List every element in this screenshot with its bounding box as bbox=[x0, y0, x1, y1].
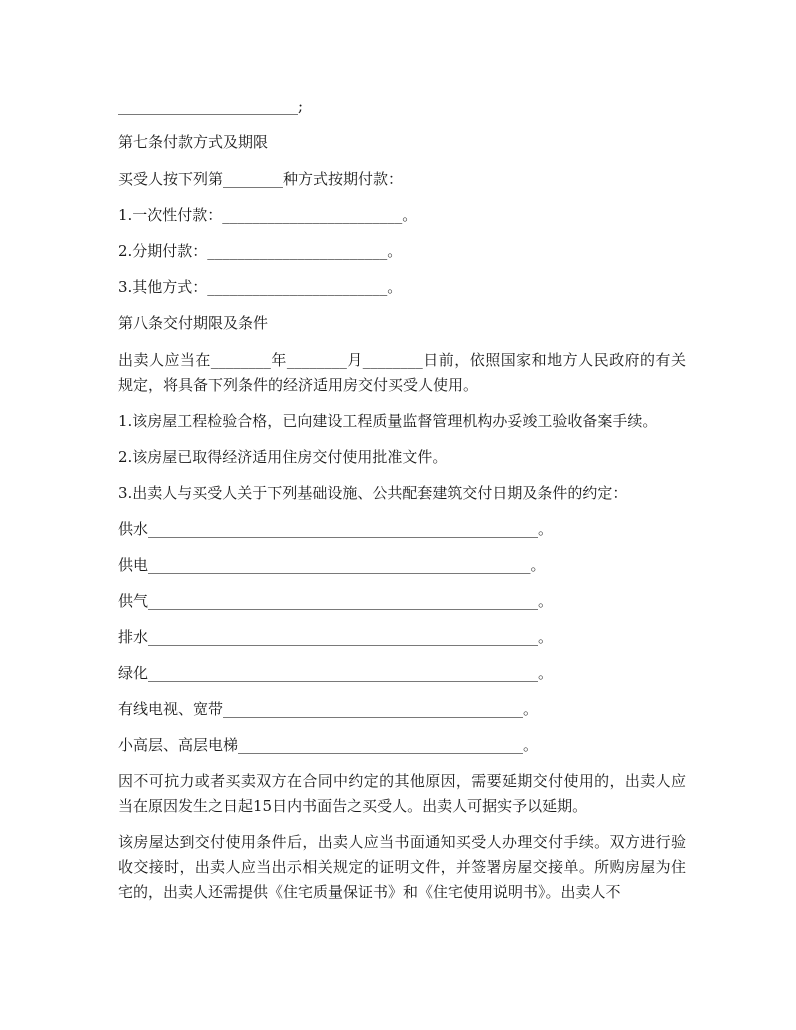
article7-title: 第七条付款方式及期限 bbox=[118, 133, 269, 151]
article8-title: 第八条交付期限及条件 bbox=[118, 314, 269, 332]
utility-drainage: 排水____________________________________________________。 bbox=[118, 628, 554, 646]
utility-power-supply: 供电___________________________________________________。 bbox=[118, 556, 546, 574]
top-blank-line: ________________________; bbox=[118, 97, 304, 115]
payment-option-3: 3.其他方式：________________________。 bbox=[118, 278, 403, 296]
utility-greening: 绿化____________________________________________________。 bbox=[118, 664, 554, 682]
payment-option-2: 2.分期付款：________________________。 bbox=[118, 242, 403, 260]
force-majeure-paragraph: 因不可抗力或者买卖双方在合同中约定的其他原因，需要延期交付使用的，出卖人应当在原因发生之日起15日内书面告之买受人。出卖人可据实予以延期。 bbox=[118, 772, 686, 815]
condition-2: 2.该房屋已取得经济适用住房交付使用批准文件。 bbox=[118, 448, 448, 466]
utility-elevator: 小高层、高层电梯______________________________________。 bbox=[118, 736, 539, 754]
article8-intro: 出卖人应当在________年________月________日前，依照国家和地方人民政府的有关规定，将具备下列条件的经济适用房交付买受人使用。 bbox=[118, 351, 686, 394]
utility-gas-supply: 供气____________________________________________________。 bbox=[118, 592, 554, 610]
condition-1: 1.该房屋工程检验合格，已向建设工程质量监督管理机构办妥竣工验收备案手续。 bbox=[118, 412, 658, 430]
payment-option-1: 1.一次性付款：________________________。 bbox=[118, 206, 418, 224]
article7-intro: 买受人按下列第________种方式按期付款： bbox=[118, 170, 404, 188]
utility-cable-tv-broadband: 有线电视、宽带________________________________________。 bbox=[118, 700, 539, 718]
utility-water-supply: 供水____________________________________________________。 bbox=[118, 520, 554, 538]
handover-paragraph: 该房屋达到交付使用条件后，出卖人应当书面通知买受人办理交付手续。双方进行验收交接时，出卖人应当出示相关规定的证明文件，并签署房屋交接单。所购房屋为住宅的，出卖人还需提供《住宅质量保证书》和《住宅使用说明书》。出卖人不 bbox=[118, 833, 686, 901]
condition-3: 3.出卖人与买受人关于下列基础设施、公共配套建筑交付日期及条件的约定： bbox=[118, 484, 628, 502]
